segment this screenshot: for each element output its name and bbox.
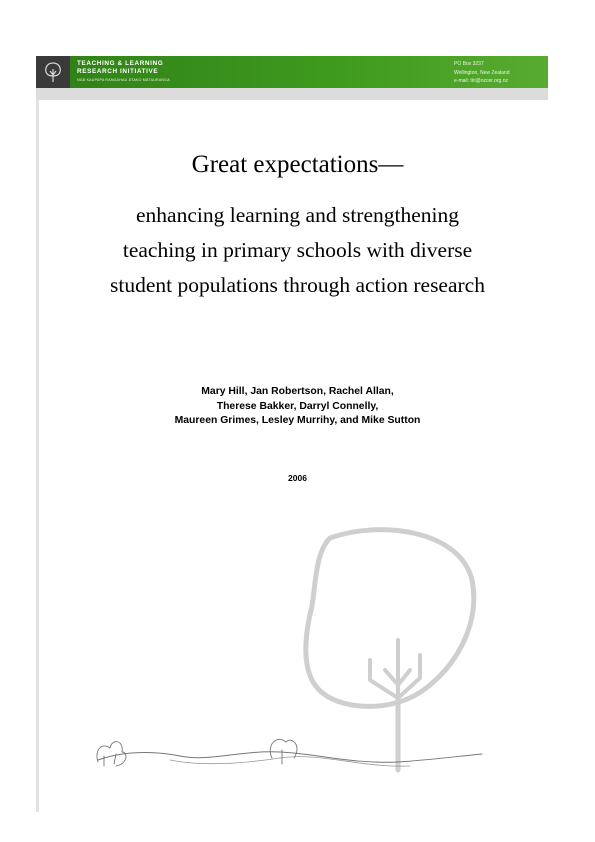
subtitle-line: teaching in primary schools with diverse xyxy=(122,238,473,262)
publication-year: 2006 xyxy=(288,473,307,483)
tree-icon xyxy=(42,60,64,84)
author-line: Therese Bakker, Darryl Connelly, xyxy=(216,400,379,412)
email-line: e-mail: tlri@nzcer.org.nz xyxy=(454,78,508,84)
header-banner xyxy=(36,56,548,88)
subtitle-line: enhancing learning and strengthening xyxy=(136,203,459,227)
author-line: Mary Hill, Jan Robertson, Rachel Allan, xyxy=(201,386,394,397)
logo-mark xyxy=(36,56,70,88)
ground-line-second xyxy=(170,757,410,767)
subtitle-line: student populations through action research xyxy=(110,273,485,297)
tree-crown xyxy=(306,530,474,707)
tree-landscape-icon xyxy=(80,520,520,790)
contact-address xyxy=(454,60,510,86)
author-line: Maureen Grimes, Lesley Murrihy, and Mike Sutton xyxy=(174,415,421,426)
org-name-line1: TEACHING & LEARNING xyxy=(77,60,164,67)
author-list xyxy=(0,385,595,429)
org-tagline: NGĀ KAUPAPA RANGAHAU ĀTAKO MĀTAURANGA xyxy=(77,78,170,82)
org-name-line2: RESEARCH INITIATIVE xyxy=(77,68,159,75)
tree-branches xyxy=(370,640,420,698)
org-name xyxy=(77,60,170,83)
address-line: PO Box 3237 xyxy=(454,61,484,67)
address-line: Wellington, New Zealand xyxy=(454,69,510,76)
header-underbar xyxy=(36,88,548,100)
document-title: Great expectations— xyxy=(191,151,404,178)
document-subtitle xyxy=(0,198,595,303)
